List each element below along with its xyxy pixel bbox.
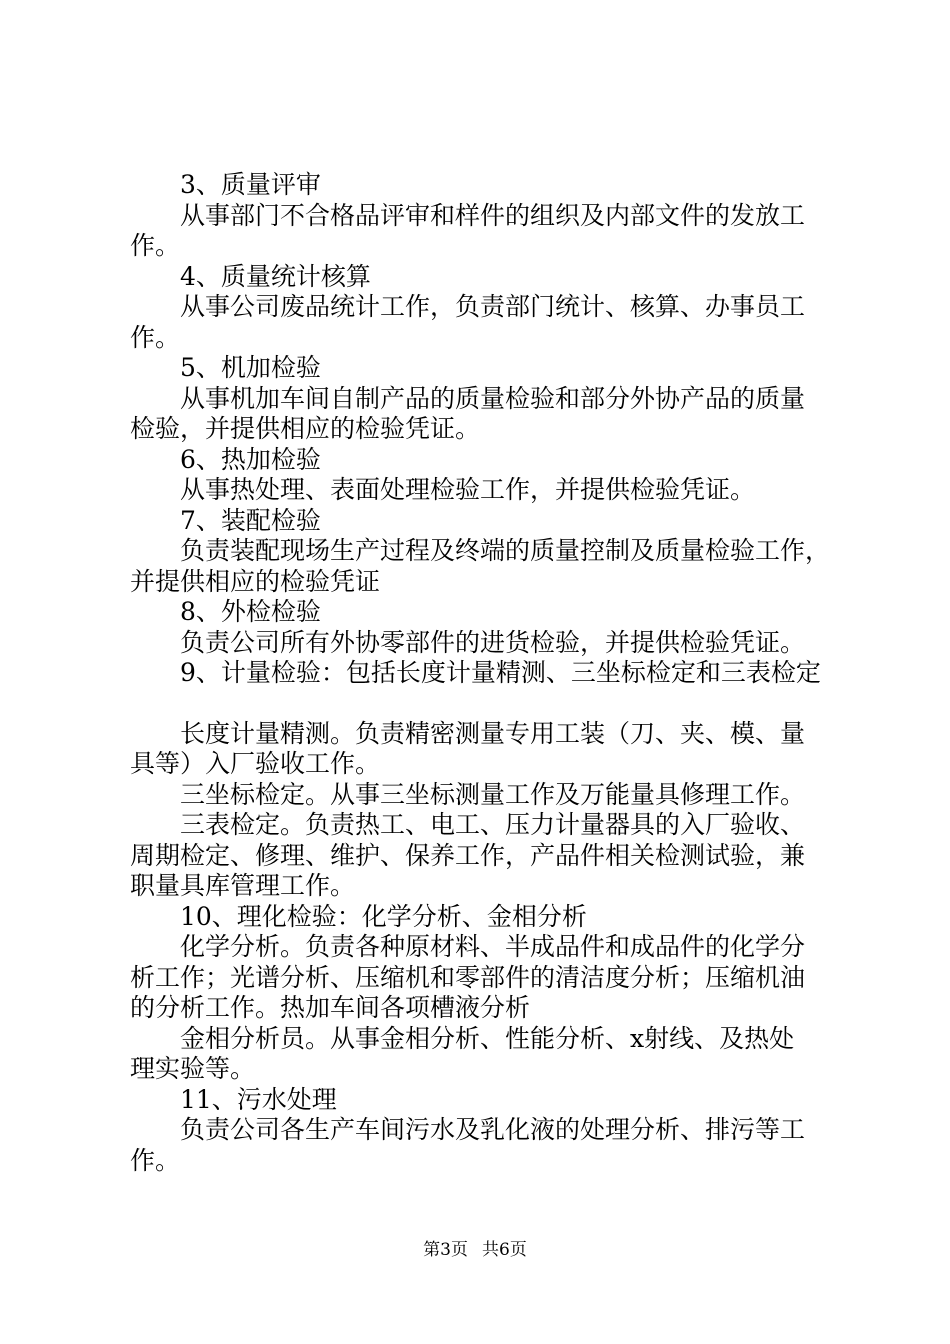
text-line: 具等）入厂验收工作。 <box>130 749 381 778</box>
text-line: 作。 <box>130 1145 181 1175</box>
text-line: 9、计量检验：包括长度计量精测、三坐标检定和三表检定 <box>180 658 821 687</box>
text-line: 职量具库管理工作。 <box>130 871 356 900</box>
page-total: 共6页 <box>482 1240 527 1260</box>
text-line: 析工作；光谱分析、压缩机和零部件的清洁度分析；压缩机油 <box>130 962 806 992</box>
text-line: 从事公司废品统计工作，负责部门统计、核算、办事员工 <box>180 292 806 321</box>
text-line: 并提供相应的检验凭证 <box>130 566 381 596</box>
text-line: 6、热加检验 <box>180 444 321 474</box>
text-line: 5、机加检验 <box>180 353 321 382</box>
text-line: 周期检定、修理、维护、保养工作，产品件相关检测试验，兼 <box>130 840 806 870</box>
text-line: 作。 <box>130 231 181 260</box>
text-line: 三坐标检定。从事三坐标测量工作及万能量具修理工作。 <box>180 779 806 809</box>
text-line: 长度计量精测。负责精密测量专用工装（刀、夹、模、量 <box>180 718 806 748</box>
text-line: 7、装配检验 <box>180 505 321 535</box>
text-line: 4、质量统计核算 <box>180 261 371 291</box>
text-line: 负责公司所有外协零部件的进货检验，并提供检验凭证。 <box>180 627 806 657</box>
text-line: 理实验等。 <box>130 1054 256 1083</box>
text-line: 负责公司各生产车间污水及乳化液的处理分析、排污等工 <box>180 1115 806 1144</box>
text-line: 检验，并提供相应的检验凭证。 <box>130 414 481 443</box>
text-line: 从事机加车间自制产品的质量检验和部分外协产品的质量 <box>180 383 806 413</box>
blank-line <box>130 689 840 719</box>
text-line: 3、质量评审 <box>180 170 321 199</box>
page-number: 第3页 <box>423 1240 468 1260</box>
page-footer <box>0 1239 950 1261</box>
text-line: 从事部门不合格品评审和样件的组织及内部文件的发放工 <box>180 200 806 230</box>
text-line: 负责装配现场生产过程及终端的质量控制及质量检验工作， <box>180 536 831 565</box>
text-line: 10、理化检验：化学分析、金相分析 <box>180 901 587 931</box>
document-body <box>130 170 840 1176</box>
text-line: 的分析工作。热加车间各项槽液分析 <box>130 993 531 1022</box>
text-line: 8、外检检验 <box>180 597 321 626</box>
text-line: 三表检定。负责热工、电工、压力计量器具的入厂验收、 <box>180 810 806 839</box>
text-line: 11、污水处理 <box>180 1084 337 1114</box>
text-line: 作。 <box>130 322 181 352</box>
text-line: 从事热处理、表面处理检验工作，并提供检验凭证。 <box>180 475 756 504</box>
text-line: 化学分析。负责各种原材料、半成品件和成品件的化学分 <box>180 932 806 961</box>
text-line: 金相分析员。从事金相分析、性能分析、x射线、及热处 <box>180 1023 795 1053</box>
